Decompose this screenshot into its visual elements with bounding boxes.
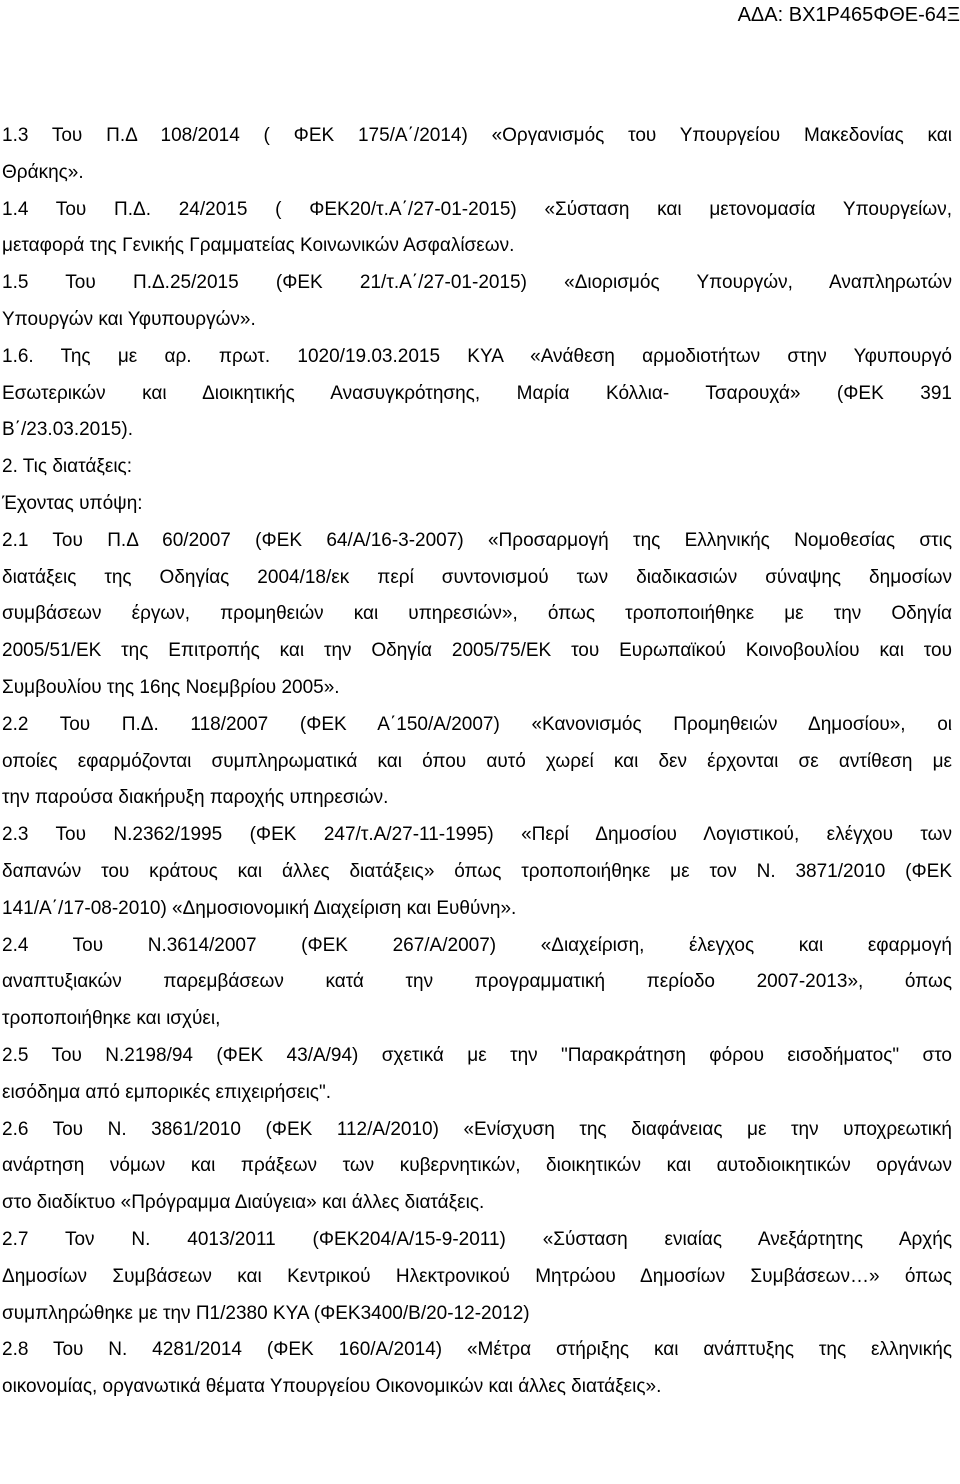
text-line: συμβάσεων έργων, προμηθειών και υπηρεσιών», όπως τροποποιήθηκε με την Οδηγία (2, 603, 952, 625)
text-line: Δημοσίων Συμβάσεων και Κεντρικού Ηλεκτρονικού Μητρώου Δημοσίων Συμβάσεων…» όπως (2, 1265, 952, 1287)
paragraph-2-8 (2, 1332, 952, 1406)
paragraph-1-4 (2, 192, 952, 266)
text-line: 2.2 Του Π.Δ. 118/2007 (ΦΕΚ Α΄150/Α/2007) «Κανονισμός Προμηθειών Δημοσίου», οι (2, 713, 952, 735)
paragraph-2-1 (2, 523, 952, 707)
text-line: στο διαδίκτυο «Πρόγραμμα Διαύγεια» και άλλες διατάξεις. (2, 1192, 485, 1214)
text-line: δαπανών του κράτους και άλλες διατάξεις» όπως τροποποιήθηκε με τον Ν. 3871/2010 (ΦΕΚ (2, 860, 952, 882)
ada-header: ΑΔΑ: ΒΧ1Ρ465ΦΘΕ-64Ξ (737, 4, 960, 26)
text-line: 141/Α΄/17-08-2010) «Δημοσιονομική Διαχείριση και Ευθύνη». (2, 897, 517, 919)
text-line: Έχοντας υπόψη: (2, 492, 143, 514)
text-line: 2.7 Τον Ν. 4013/2011 (ΦΕΚ204/Α/15-9-2011) «Σύσταση ενιαίας Ανεξάρτητης Αρχής (2, 1228, 952, 1250)
text-line: Εσωτερικών και Διοικητικής Ανασυγκρότησης, Μαρία Κόλλια- Τσαρουχά» (ΦΕΚ 391 (2, 382, 952, 404)
text-line: 1.6. Της με αρ. πρωτ. 1020/19.03.2015 ΚΥΑ «Ανάθεση αρμοδιοτήτων στην Υφυπουργό (2, 345, 952, 367)
text-line: αναπτυξιακών παρεμβάσεων κατά την προγραμματική περίοδο 2007-2013», όπως (2, 971, 952, 993)
paragraph-2 (2, 449, 952, 486)
text-line: μεταφορά της Γενικής Γραμματείας Κοινωνικών Ασφαλίσεων. (2, 235, 515, 257)
paragraph-2-7 (2, 1222, 952, 1332)
text-line: 2.1 Του Π.Δ 60/2007 (ΦΕΚ 64/Α/16-3-2007) «Προσαρμογή της Ελληνικής Νομοθεσίας στις (2, 529, 952, 551)
text-line: Υπουργών και Υφυπουργών». (2, 308, 256, 330)
text-line: συμπληρώθηκε με την Π1/2380 ΚΥΑ (ΦΕΚ3400/Β/20-12-2012) (2, 1302, 530, 1324)
paragraph-2-4 (2, 928, 952, 1038)
text-line: οποίες εφαρμόζονται συμπληρωματικά και όπου αυτό χωρεί και δεν έρχονται σε αντίθεση με (2, 750, 952, 772)
text-line: 2.5 Του Ν.2198/94 (ΦΕΚ 43/Α/94) σχετικά με την "Παρακράτηση φόρου εισοδήματος" στο (2, 1044, 952, 1066)
paragraph-2-6 (2, 1112, 952, 1222)
paragraph-2-3 (2, 817, 952, 927)
text-line: τροποποιήθηκε και ισχύει, (2, 1008, 221, 1030)
paragraph-1-5 (2, 265, 952, 339)
document-body (2, 118, 952, 1406)
text-line: διατάξεις της Οδηγίας 2004/18/εκ περί συντονισμού των διαδικασιών σύναψης δημοσίων (2, 566, 952, 588)
text-line: 1.4 Του Π.Δ. 24/2015 ( ΦΕΚ20/τ.Α΄/27-01-2015) «Σύσταση και μετονομασία Υπουργείων, (2, 198, 952, 220)
paragraph-1-6 (2, 339, 952, 449)
paragraph-2-2 (2, 707, 952, 817)
text-line: οικονομίας, οργανωτικά θέματα Υπουργείου Οικονομικών και άλλες διατάξεις». (2, 1376, 662, 1398)
text-line: Συμβουλίου της 16ης Νοεμβρίου 2005». (2, 676, 340, 698)
text-line: Β΄/23.03.2015). (2, 419, 133, 441)
text-line: ανάρτηση νόμων και πράξεων των κυβερνητικών, διοικητικών και αυτοδιοικητικών οργάνων (2, 1155, 952, 1177)
text-line: την παρούσα διακήρυξη παροχής υπηρεσιών. (2, 787, 389, 809)
text-line: 2. Τις διατάξεις: (2, 456, 132, 478)
text-line: 2.3 Του Ν.2362/1995 (ΦΕΚ 247/τ.Α/27-11-1995) «Περί Δημοσίου Λογιστικού, ελέγχου των (2, 824, 952, 846)
text-line: 2.8 Του Ν. 4281/2014 (ΦΕΚ 160/Α/2014) «Μέτρα στήριξης και ανάπτυξης της ελληνικής (2, 1339, 952, 1361)
text-line: 1.5 Του Π.Δ.25/2015 (ΦΕΚ 21/τ.Α΄/27-01-2015) «Διορισμός Υπουργών, Αναπληρωτών (2, 272, 952, 294)
text-line: 2.4 Του Ν.3614/2007 (ΦΕΚ 267/Α/2007) «Διαχείριση, έλεγχος και εφαρμογή (2, 934, 952, 956)
text-line: Θράκης». (2, 161, 84, 183)
text-line: εισόδημα από εμπορικές επιχειρήσεις". (2, 1081, 331, 1103)
text-line: 1.3 Του Π.Δ 108/2014 ( ΦΕΚ 175/Α΄/2014) «Οργανισμός του Υπουργείου Μακεδονίας και (2, 125, 952, 146)
text-line: 2005/51/ΕΚ της Επιτροπής και την Οδηγία 2005/75/ΕΚ του Ευρωπαϊκού Κοινοβουλίου και του (2, 640, 952, 662)
paragraph-2-5 (2, 1038, 952, 1112)
text-line: 2.6 Του Ν. 3861/2010 (ΦΕΚ 112/Α/2010) «Ενίσχυση της διαφάνειας με την υποχρεωτική (2, 1118, 952, 1140)
paragraph-1-3 (2, 118, 952, 192)
paragraph-exontas-ypopsi (2, 486, 952, 523)
